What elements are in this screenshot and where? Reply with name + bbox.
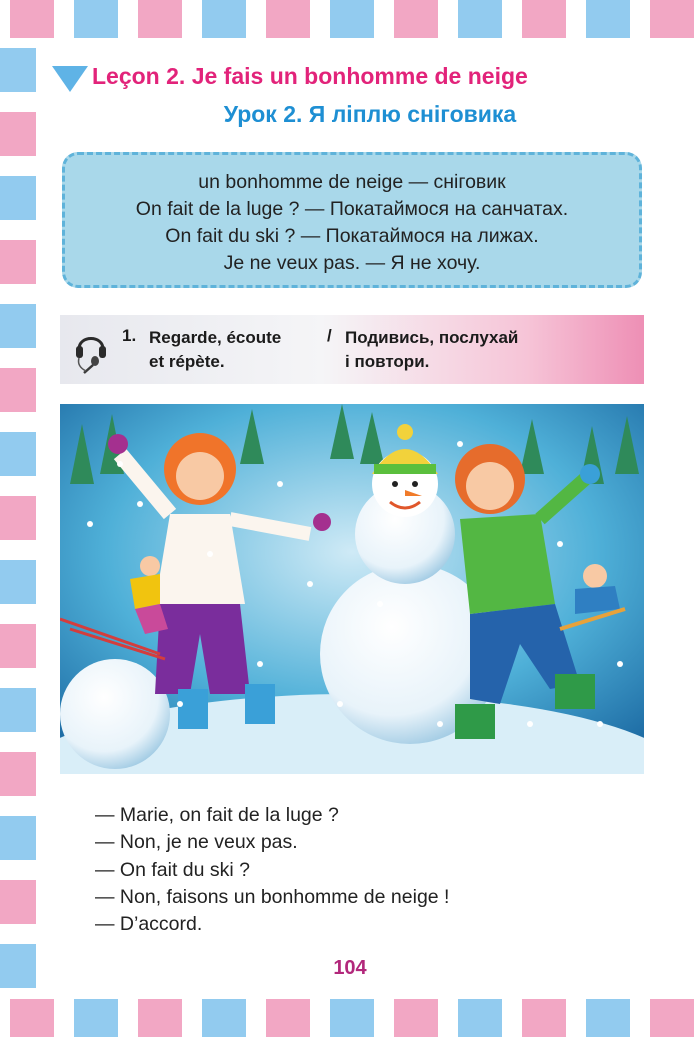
border-square [10, 999, 54, 1037]
border-square [10, 0, 54, 38]
border-square [138, 999, 182, 1037]
border-square [522, 999, 566, 1037]
border-square [0, 560, 36, 604]
dialogue-line: — On fait du ski ? [95, 858, 250, 881]
vocab-line: On fait du ski ? — Покатаймося на лижах. [165, 225, 539, 247]
instruction-fr [149, 326, 339, 374]
exercise-number: 1. [122, 326, 137, 345]
vocab-line: un bonhomme de neige — сніговик [198, 171, 506, 193]
dialogue-line: — Non, je ne veux pas. [95, 831, 298, 854]
border-square [394, 999, 438, 1037]
exercise-instruction-bar [60, 315, 644, 384]
border-square [650, 999, 694, 1037]
border-square [74, 0, 118, 38]
lesson-title-fr: Leçon 2. Je fais un bonhomme de neige [92, 63, 528, 89]
border-square [586, 999, 630, 1037]
border-square [0, 304, 36, 348]
border-square [586, 0, 630, 38]
vocab-line: Je ne veux pas. — Я не хочу. [223, 252, 481, 274]
dialogue-line: — Marie, on fait de la luge ? [95, 804, 339, 826]
border-square [0, 816, 36, 860]
headphones-microphone-icon[interactable] [74, 327, 108, 375]
border-square [74, 999, 118, 1037]
page-number: 104 [333, 957, 367, 979]
border-square [0, 880, 36, 924]
border-square [522, 0, 566, 38]
dialogue-line: — D’accord. [95, 913, 203, 936]
instruction-ua-line1: Подивись, послухай [345, 328, 519, 347]
border-square [0, 176, 36, 220]
border-square [0, 496, 36, 540]
border-square [0, 368, 36, 412]
border-square [0, 432, 36, 476]
border-top [0, 0, 700, 40]
border-square [330, 0, 374, 38]
border-square [266, 0, 310, 38]
dialogue-line: — Non, faisons un bonhomme de neige ! [95, 885, 450, 908]
border-square [650, 0, 694, 38]
border-square [458, 999, 502, 1037]
border-square [0, 752, 36, 796]
dialogue [95, 802, 449, 938]
instruction-ua-line2: і повтори. [345, 352, 430, 371]
border-square [0, 624, 36, 668]
instruction-ua [345, 326, 605, 374]
instruction-fr-line2: et répète. [149, 352, 225, 371]
border-left [0, 40, 38, 997]
border-bottom [0, 997, 700, 1037]
instruction-fr-line1: Regarde, écoute [149, 328, 282, 347]
border-square [0, 688, 36, 732]
border-square [202, 999, 246, 1037]
instruction-separator: / [327, 326, 332, 345]
lesson-title-ua: Урок 2. Я ліплю сніговика [223, 101, 517, 127]
border-square [138, 0, 182, 38]
snowman-illustration [60, 404, 644, 774]
border-square [266, 999, 310, 1037]
border-square [0, 240, 36, 284]
triangle-marker-icon [52, 66, 88, 92]
vocabulary-box [62, 152, 642, 288]
border-square [394, 0, 438, 38]
border-square [0, 48, 36, 92]
border-square [330, 999, 374, 1037]
winter-scene-image [60, 404, 644, 774]
border-square [458, 0, 502, 38]
vocab-line: On fait de la luge ? — Покатаймося на санчатах. [135, 198, 569, 220]
border-square [202, 0, 246, 38]
